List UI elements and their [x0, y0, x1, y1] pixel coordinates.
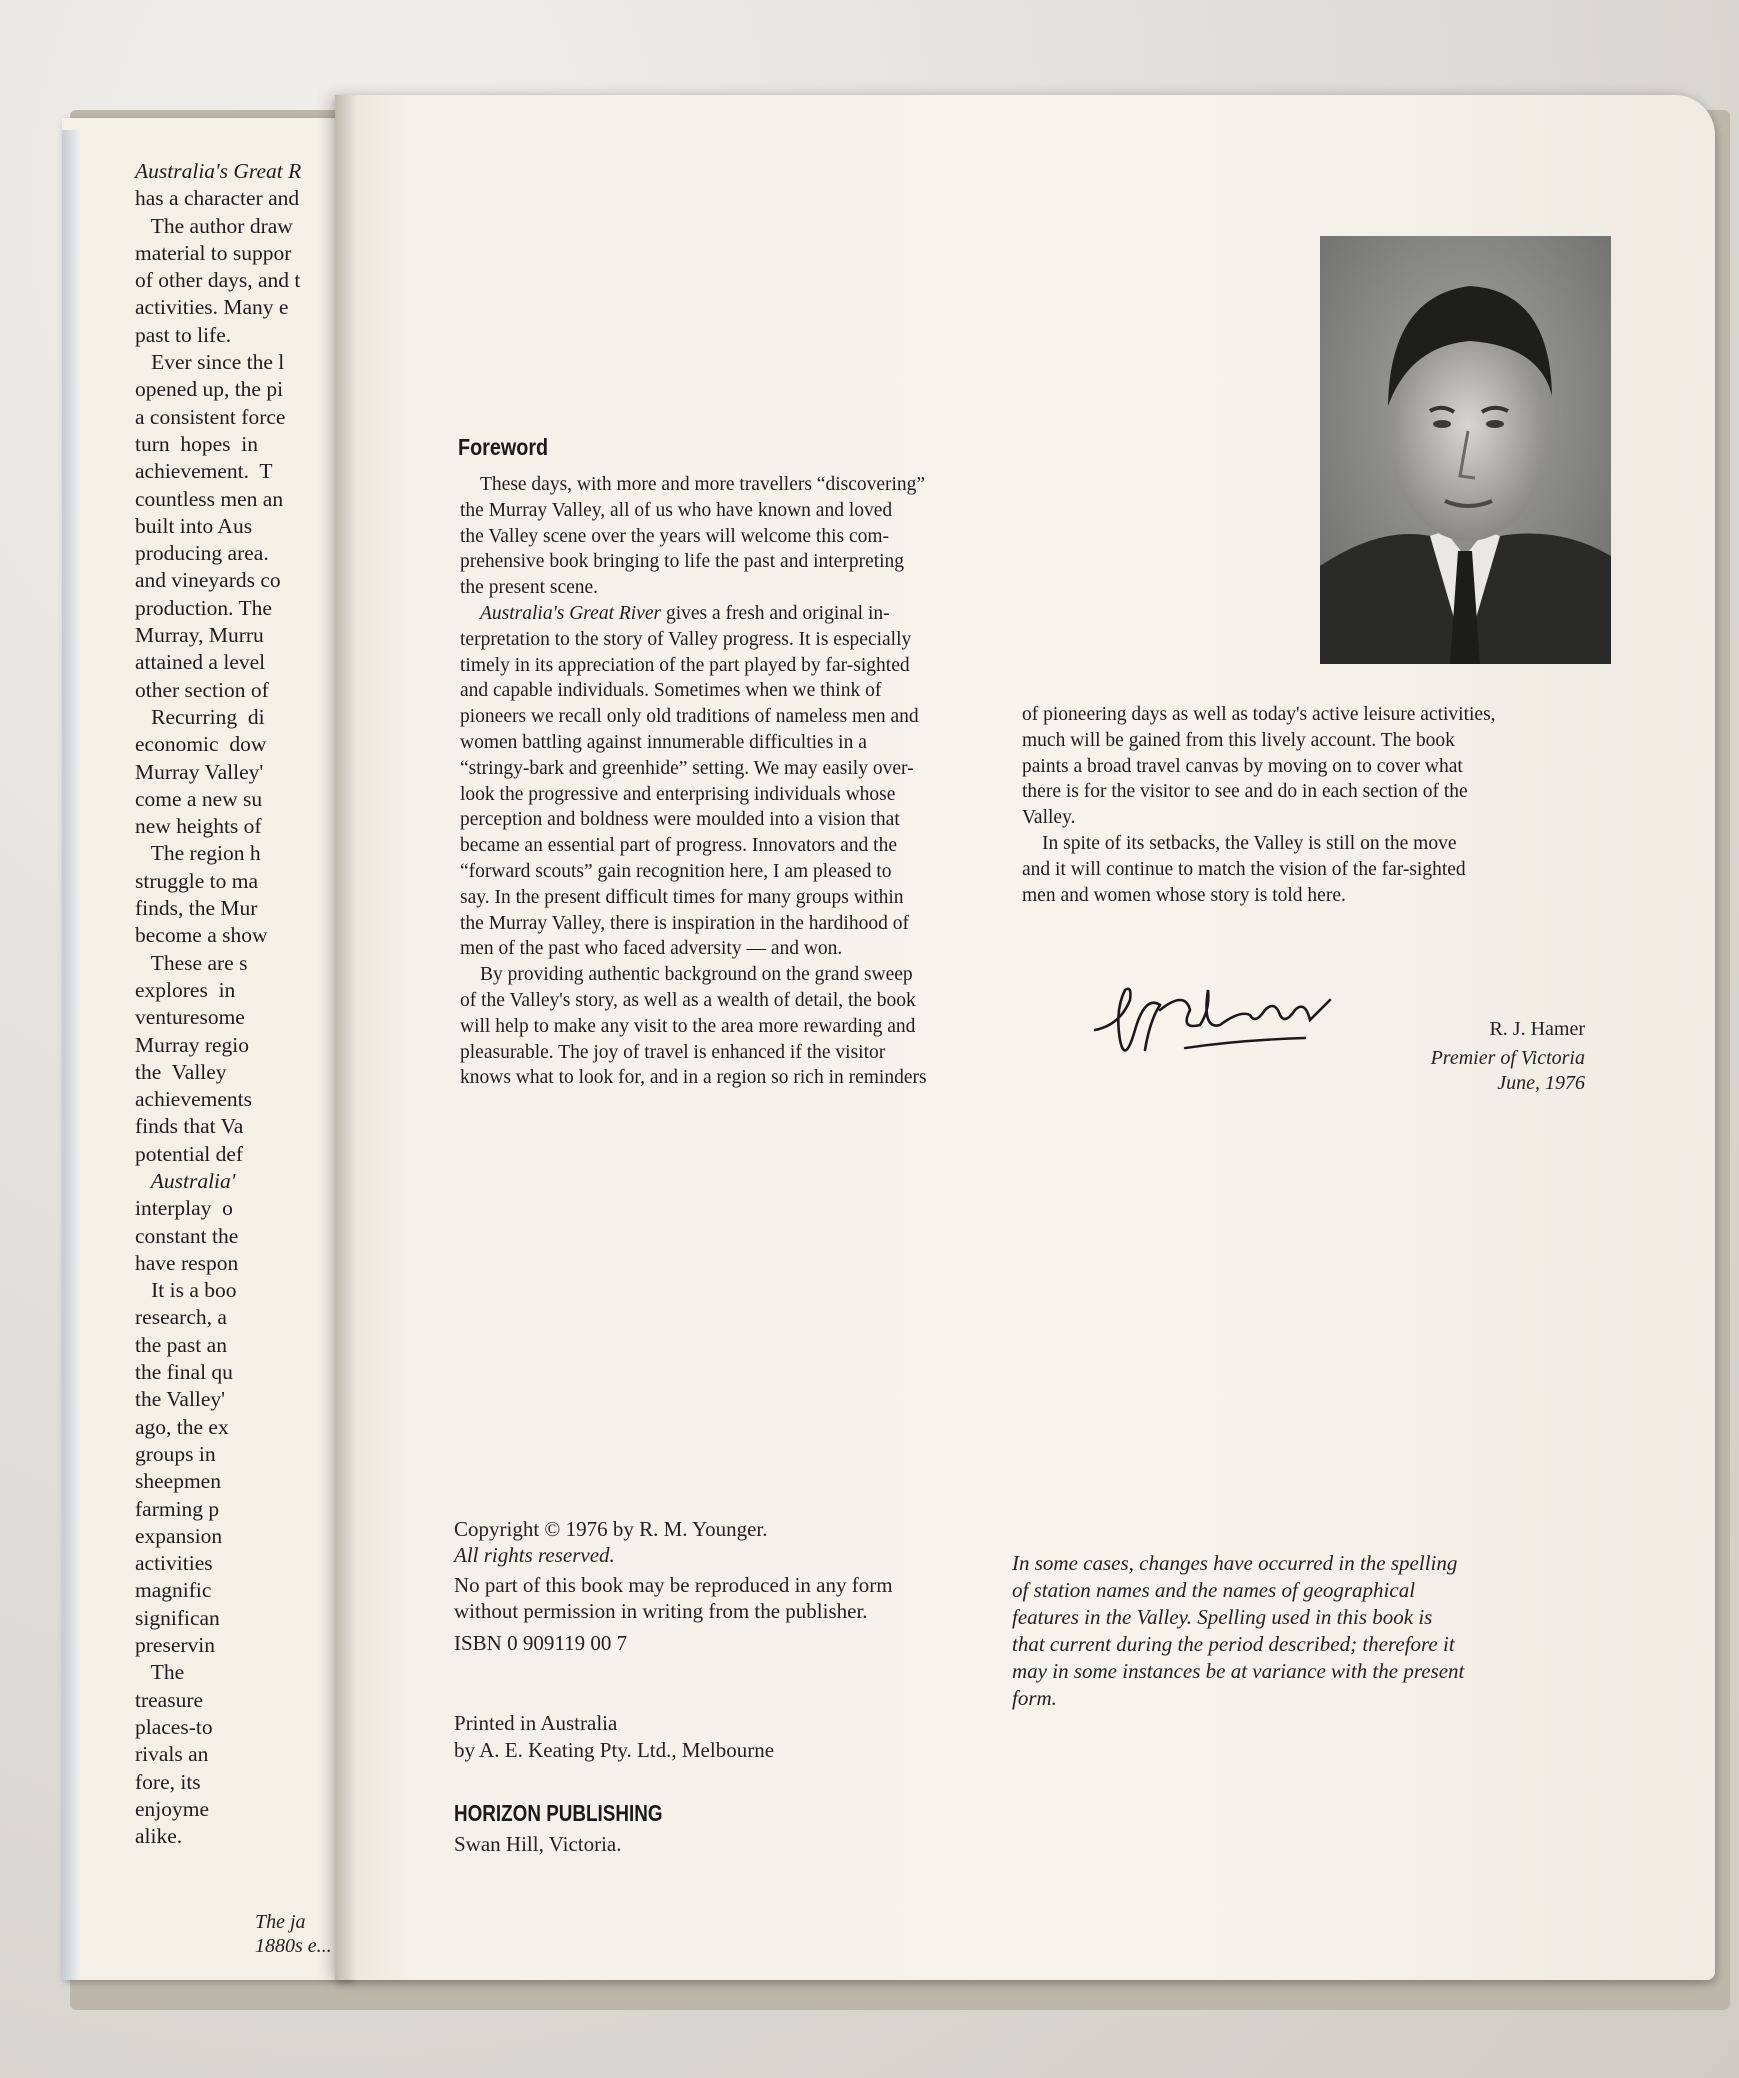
jacket-line: sheepmen: [135, 1469, 221, 1494]
foreword-line: the present scene.: [460, 577, 599, 599]
foreword-line: will help to make any visit to the area more rewarding and: [460, 1015, 916, 1037]
jacket-line: material to suppor: [135, 240, 292, 265]
foreword-line: the Valley scene over the years will welcome this com-: [460, 525, 890, 547]
author-portrait-photo: [1320, 236, 1611, 664]
jacket-line: and vineyards co: [135, 568, 281, 593]
note-line: that current during the period described; therefore it: [1012, 1632, 1455, 1656]
foreword-line: men and women whose story is told here.: [1022, 884, 1346, 906]
foreword-line: timely in its appreciation of the part played by far-sighted: [460, 654, 910, 676]
jacket-line: producing area.: [135, 541, 269, 566]
foreword-line: knows what to look for, and in a region so rich in reminders: [460, 1067, 927, 1089]
jacket-line: built into Aus: [135, 513, 253, 538]
jacket-line: research, a: [135, 1305, 227, 1330]
jacket-line: potential def: [135, 1141, 244, 1166]
jacket-line: activities. Many e: [135, 295, 289, 320]
printer-name: by A. E. Keating Pty. Ltd., Melbourne: [454, 1738, 775, 1762]
jacket-line: other section of: [135, 677, 269, 702]
jacket-line: significan: [135, 1605, 220, 1630]
jacket-line: The author draw: [135, 213, 293, 238]
jacket-line: finds that Va: [135, 1114, 244, 1139]
jacket-line: explores in: [135, 977, 236, 1002]
foreword-line: pleasurable. The joy of travel is enhanced if the visitor: [460, 1041, 886, 1063]
foreword-line: there is for the visitor to see and do in each section of the: [1022, 781, 1468, 803]
jacket-line: venturesome: [135, 1005, 245, 1030]
foreword-line: and it will continue to match the vision of the far-sighted: [1022, 858, 1466, 880]
jacket-line: a consistent force: [135, 404, 286, 429]
foreword-heading: Foreword: [458, 434, 549, 460]
jacket-line: have respon: [135, 1250, 239, 1275]
jacket-line: alike.: [135, 1824, 183, 1849]
jacket-line: Recurring di: [135, 704, 265, 729]
foreword-line: paints a broad travel canvas by moving on to cover what: [1022, 755, 1463, 777]
printed-in: Printed in Australia: [454, 1711, 618, 1735]
jacket-line: has a character and: [135, 186, 300, 211]
foreword-line: “stringy-bark and greenhide” setting. We may easily over-: [460, 757, 914, 779]
foreword-line: women battling against innumerable difficulties in a: [460, 731, 867, 753]
jacket-line: fore, its: [135, 1769, 201, 1794]
jacket-line: finds, the Mur: [135, 896, 258, 921]
jacket-line: opened up, the pi: [135, 377, 284, 402]
foreword-line: men of the past who faced adversity — and won.: [460, 938, 843, 960]
foreword-line: look the progressive and enterprising individuals whose: [460, 783, 896, 805]
jacket-line: economic dow: [135, 732, 267, 757]
jacket-line: past to life.: [135, 322, 232, 347]
foreword-line: of pioneering days as well as today's active leisure activities,: [1022, 704, 1496, 725]
foreword-line: of the Valley's story, as well as a wealth of detail, the book: [460, 989, 916, 1011]
jacket-line: These are s: [135, 950, 248, 975]
jacket-line: The: [135, 1660, 185, 1685]
jacket-flap-footer: [255, 1910, 332, 1958]
jacket-line: the final qu: [135, 1360, 233, 1385]
jacket-line: attained a level: [135, 650, 266, 675]
copyright-line: Copyright © 1976 by R. M. Younger.: [454, 1517, 768, 1541]
foreword-paragraphs-left: [460, 472, 1000, 1091]
copyright-block: [454, 1516, 1014, 1656]
jacket-footer-line: The ja: [255, 1911, 306, 1933]
jacket-line: interplay o: [135, 1196, 233, 1221]
jacket-line: of other days, and t: [135, 268, 301, 293]
foreword-line: terpretation to the story of Valley progress. It is especially: [460, 628, 912, 650]
jacket-line: become a show: [135, 923, 268, 948]
jacket-edge: [62, 130, 80, 1980]
foreword-line: say. In the present difficult times for many groups within: [460, 886, 904, 908]
foreword-line: pioneers we recall only old traditions of nameless men and: [460, 706, 919, 728]
foreword-right-column: [1022, 702, 1592, 908]
foreword-line: These days, with more and more travellers “discovering”: [480, 474, 926, 495]
jacket-line: new heights of: [135, 814, 262, 839]
jacket-line: enjoyme: [135, 1796, 210, 1821]
jacket-line: The region h: [135, 841, 261, 866]
jacket-line: struggle to ma: [135, 868, 259, 893]
jacket-line: come a new su: [135, 786, 263, 811]
jacket-line: expansion: [135, 1523, 223, 1548]
note-line: features in the Valley. Spelling used in this book is: [1012, 1605, 1433, 1629]
jacket-line: Murray, Murru: [135, 623, 264, 648]
foreword-line: the Murray Valley, there is inspiration in the hardihood of: [460, 912, 909, 934]
handwritten-signature: [1090, 970, 1400, 1070]
jacket-line: the past an: [135, 1332, 227, 1357]
jacket-line: turn hopes in: [135, 431, 259, 456]
note-line: may in some instances be at variance with the present: [1012, 1659, 1465, 1683]
jacket-line: Murray regio: [135, 1032, 250, 1057]
page-gutter: [335, 95, 357, 1980]
foreword-line: much will be gained from this lively account. The book: [1022, 729, 1455, 751]
jacket-line: production. The: [135, 595, 272, 620]
foreword-line: In spite of its setbacks, the Valley is still on the move: [1042, 832, 1457, 854]
publisher-name: HORIZON PUBLISHING: [454, 1800, 663, 1826]
jacket-line: places-to: [135, 1714, 213, 1739]
signatory-name: R. J. Hamer: [1489, 1018, 1585, 1040]
note-line: In some cases, changes have occurred in the spelling: [1012, 1551, 1458, 1575]
jacket-line: achievements: [135, 1087, 253, 1112]
foreword-line: Australia's Great River gives a fresh and original in-: [480, 602, 890, 624]
foreword-paragraphs-right: [1022, 702, 1592, 908]
jacket-line: Australia': [135, 1168, 236, 1193]
jacket-line: It is a boo: [135, 1278, 237, 1303]
jacket-line: Ever since the l: [135, 350, 285, 375]
jacket-line: ago, the ex: [135, 1414, 229, 1439]
reproduction-notice: No part of this book may be reproduced in any form: [454, 1573, 893, 1597]
printer-info: [454, 1710, 1014, 1764]
jacket-line: constant the: [135, 1223, 239, 1248]
jacket-line: farming p: [135, 1496, 220, 1521]
foreword-line: By providing authentic background on the grand sweep: [480, 964, 913, 986]
foreword-line: prehensive book bringing to life the past and interpreting: [460, 551, 905, 573]
isbn: ISBN 0 909119 00 7: [454, 1631, 628, 1655]
foreword-line: “forward scouts” gain recognition here, I am pleased to: [460, 860, 892, 882]
jacket-line: preservin: [135, 1633, 215, 1658]
jacket-line: groups in: [135, 1441, 216, 1466]
foreword-line: perception and boldness were moulded into a vision that: [460, 809, 900, 831]
jacket-footer-line: 1880s e...: [255, 1935, 332, 1957]
spelling-note: [1012, 1550, 1577, 1712]
jacket-line: Murray Valley': [135, 759, 264, 784]
note-line: form.: [1012, 1686, 1057, 1710]
foreword-left-column: [460, 472, 1000, 1091]
rights-reserved: All rights reserved.: [454, 1543, 615, 1567]
foreword-line: became an essential part of progress. Innovators and the: [460, 835, 897, 857]
note-line: of station names and the names of geographical: [1012, 1578, 1416, 1602]
foreword-line: the Murray Valley, all of us who have known and loved: [460, 499, 893, 521]
jacket-line: the Valley: [135, 1059, 227, 1084]
signature-date: June, 1976: [1497, 1072, 1585, 1094]
foreword-line: Valley.: [1022, 807, 1076, 829]
jacket-line: rivals an: [135, 1742, 209, 1767]
publisher-location: Swan Hill, Victoria.: [454, 1832, 622, 1856]
jacket-line: activities: [135, 1551, 213, 1576]
signatory-title: Premier of Victoria: [1430, 1047, 1585, 1069]
jacket-line: achievement. T: [135, 459, 273, 484]
reproduction-notice-cont: without permission in writing from the publisher.: [454, 1599, 868, 1623]
jacket-line: treasure: [135, 1687, 204, 1712]
jacket-line: Australia's Great R: [135, 159, 302, 183]
jacket-line: the Valley': [135, 1387, 226, 1412]
jacket-line: countless men an: [135, 486, 284, 511]
foreword-line: and capable individuals. Sometimes when we think of: [460, 680, 882, 702]
jacket-line: magnific: [135, 1578, 212, 1603]
